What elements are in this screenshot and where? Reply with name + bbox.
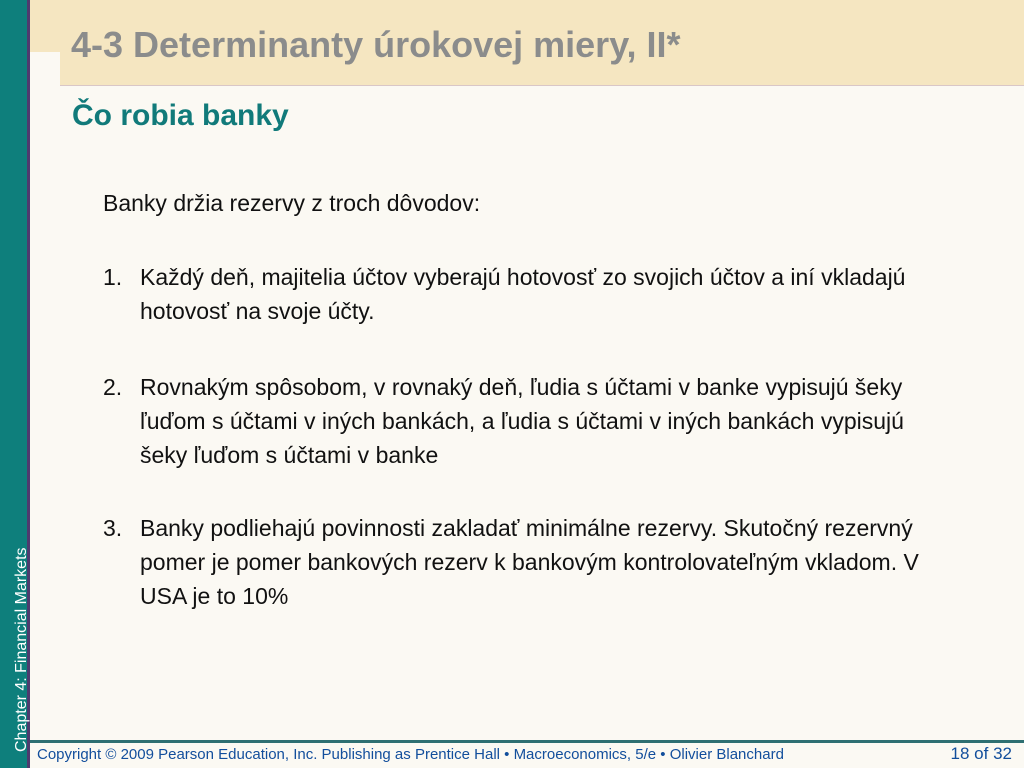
- list-item-text: Každý deň, majitelia účtov vyberajú hotovosť zo svojich účtov a iní vkladajú hotovosť na svoje účty.: [140, 264, 906, 324]
- list-item-number: 3.: [103, 515, 123, 541]
- title-corner: [30, 0, 60, 52]
- title-divider: [60, 85, 1024, 86]
- list-item-number: 1.: [103, 264, 123, 290]
- slide-title: 4-3 Determinanty úrokovej miery, II*: [71, 24, 681, 65]
- section-subtitle: Čo robia banky: [72, 99, 289, 132]
- footer-copyright: Copyright © 2009 Pearson Education, Inc. Publishing as Prentice Hall • Macroeconomics, 5/e • Olivier Blanchard: [37, 746, 784, 763]
- list-item-number: 2.: [103, 374, 123, 400]
- intro-text: Banky držia rezervy z troch dôvodov:: [103, 190, 481, 216]
- page-number: 18 of 32: [950, 744, 1012, 763]
- chapter-label: Chapter 4: Financial Markets: [13, 547, 30, 752]
- list-item-text: Rovnakým spôsobom, v rovnaký deň, ľudia s účtami v banke vypisujú šeky ľuďom s účtami v iných bankách, a ľudia s účtami v iných bankách vypisujú šeky ľuďom s účtami v banke: [140, 374, 904, 468]
- footer-divider: [30, 740, 1024, 743]
- list-item-text: Banky podliehajú povinnosti zakladať minimálne rezervy. Skutočný rezervný pomer je pomer bankových rezerv k bankovým kontrolovateľným vkladom. V USA je to 10%: [140, 515, 919, 609]
